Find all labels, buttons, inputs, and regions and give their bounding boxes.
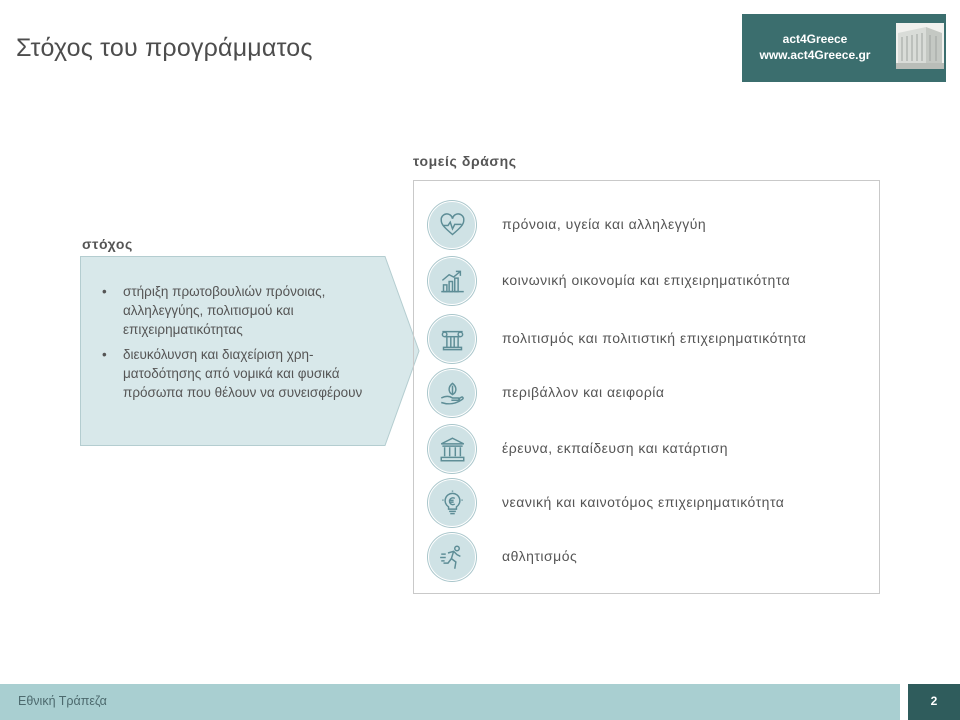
brand-url: www.act4Greece.gr: [759, 48, 871, 62]
sector-label: κοινωνική οικονομία και επιχειρηματικότητα: [502, 272, 791, 288]
footer-bar: [0, 684, 900, 720]
bullet-icon: •: [102, 284, 107, 299]
sector-label: αθλητισμός: [502, 548, 578, 564]
page-number: 2: [930, 694, 938, 708]
page-number-box: [908, 684, 960, 720]
brand-text: [752, 31, 878, 63]
sector-label: πολιτισμός και πολιτιστική επιχειρηματικότητα: [502, 330, 807, 346]
sector-item: [414, 257, 881, 307]
sector-label: νεανική και καινοτόμος επιχειρηματικότητα: [502, 494, 785, 510]
goal-bullet-item: • στήριξη πρωτοβουλιών πρόνοιας, αλληλεγγύης, πολιτισμού και επιχειρηματικότητας: [102, 284, 326, 337]
building-photo: [896, 23, 944, 69]
ionic-column-icon: [428, 315, 476, 363]
goal-bullet-list: [100, 282, 380, 408]
sector-label: πρόνοια, υγεία και αλληλεγγύη: [502, 216, 707, 232]
page-title: Στόχος του προγράμματος: [16, 34, 313, 62]
runner-icon: [428, 533, 476, 581]
brand-name: act4Greece: [782, 32, 848, 46]
sector-item: [414, 425, 881, 475]
sector-item: [414, 479, 881, 529]
building-icon: [896, 23, 944, 69]
goal-label: στόχος: [82, 236, 133, 252]
sectors-panel: [413, 180, 880, 594]
footer-text: Εθνική Τράπεζα: [18, 694, 107, 708]
sector-label: περιβάλλον και αειφορία: [502, 384, 665, 400]
goal-bullet-item: • διευκόλυνση και διαχείριση χρη-ματοδότησης από νομικά και φυσικά πρόσωπα που θέλουν να συνεισφέρουν: [102, 347, 363, 400]
lightbulb-euro-icon: [428, 479, 476, 527]
brand-box[interactable]: [742, 14, 946, 82]
sectors-label: τομείς δράσης: [413, 153, 517, 169]
growth-chart-icon: [428, 257, 476, 305]
institution-icon: [428, 425, 476, 473]
sector-item: [414, 533, 881, 583]
sector-item: [414, 315, 881, 365]
sector-item: [414, 201, 881, 251]
bullet-icon: •: [102, 347, 107, 362]
heart-pulse-icon: [428, 201, 476, 249]
hand-leaf-icon: [428, 369, 476, 417]
sector-label: έρευνα, εκπαίδευση και κατάρτιση: [502, 440, 728, 456]
sector-item: [414, 369, 881, 419]
